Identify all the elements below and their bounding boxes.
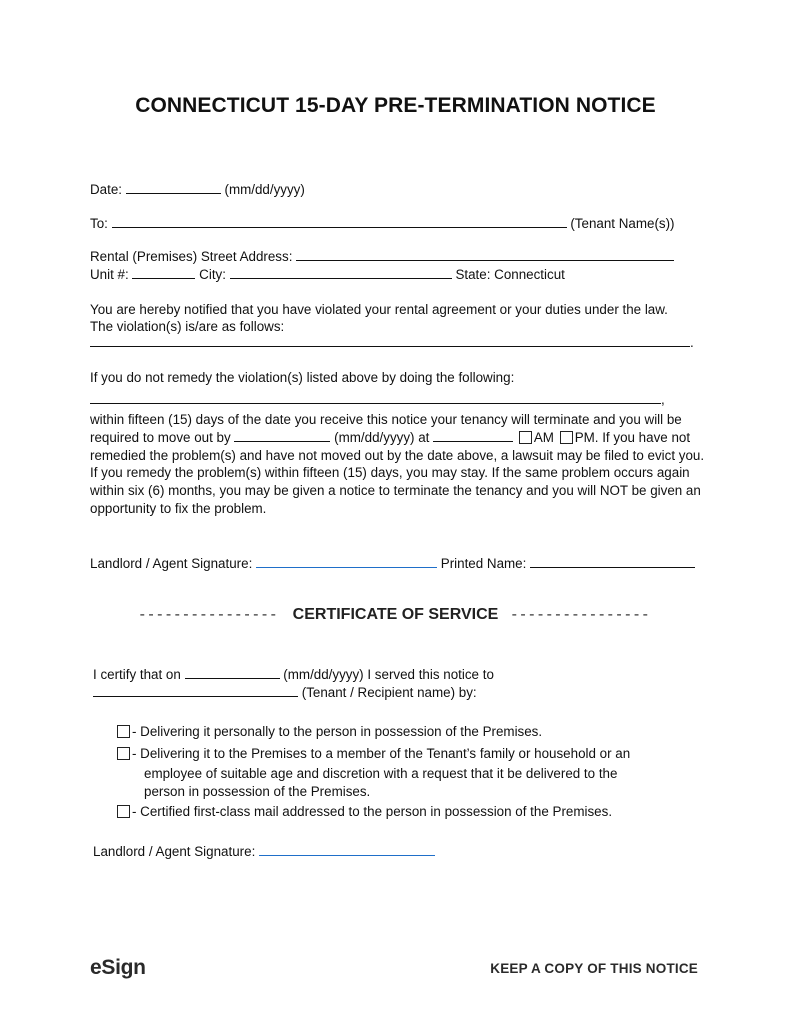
remedy-paragraph bbox=[90, 411, 715, 518]
service-option-2-label: - Delivering it to the Premises to a member of the Tenant’s family or household or an bbox=[132, 746, 631, 761]
certificate-signature-label: Landlord / Agent Signature: bbox=[93, 844, 256, 859]
to-row bbox=[90, 215, 675, 232]
violation-field-row bbox=[90, 334, 694, 351]
unit-label: Unit #: bbox=[90, 267, 129, 282]
address-row bbox=[90, 248, 674, 265]
date-field[interactable] bbox=[126, 181, 221, 194]
certify-row bbox=[93, 666, 494, 683]
remedy-field[interactable] bbox=[90, 391, 661, 404]
service-option-2-cont-1: employee of suitable age and discretion with a request that it be delivered to the bbox=[144, 766, 618, 781]
printed-name-label: Printed Name: bbox=[440, 556, 527, 571]
pm-checkbox[interactable] bbox=[560, 431, 573, 444]
state-text: State: Connecticut bbox=[455, 267, 565, 282]
am-label: AM bbox=[533, 429, 554, 445]
city-field[interactable] bbox=[230, 266, 452, 279]
landlord-signature-label: Landlord / Agent Signature: bbox=[90, 556, 253, 571]
violation-line-1: You are hereby notified that you have violated your rental agreement or your duties under the law. bbox=[90, 302, 668, 317]
remedy-intro: If you do not remedy the violation(s) listed above by doing the following: bbox=[90, 370, 515, 385]
printed-name-field[interactable] bbox=[530, 555, 695, 568]
move-out-date-hint: (mm/dd/yyyy) at bbox=[334, 429, 430, 445]
remedy-field-row bbox=[90, 391, 665, 408]
dashes-left: ---------------- bbox=[139, 606, 280, 623]
landlord-signature-field[interactable] bbox=[256, 555, 437, 568]
certify-suffix: (mm/dd/yyyy) I served this notice to bbox=[283, 667, 494, 682]
service-option-2-cont-2: person in possession of the Premises. bbox=[144, 784, 371, 799]
certificate-signature-field[interactable] bbox=[259, 843, 435, 856]
remedy-text-a: within fifteen (15) days of the date you receive this notice your tenancy will terminate and you will be required to move out by bbox=[90, 412, 682, 445]
esign-logo: eSign bbox=[90, 956, 146, 979]
tenant-name-field[interactable] bbox=[112, 215, 567, 228]
service-option-1-checkbox[interactable] bbox=[117, 725, 130, 738]
tenant-name-hint: (Tenant Name(s)) bbox=[570, 216, 675, 231]
landlord-signature-row bbox=[90, 555, 695, 572]
service-option-2-checkbox[interactable] bbox=[117, 747, 130, 760]
city-label: City: bbox=[199, 267, 226, 282]
move-out-time-field[interactable] bbox=[433, 429, 513, 442]
keep-copy-notice: KEEP A COPY OF THIS NOTICE bbox=[490, 961, 698, 976]
address-label: Rental (Premises) Street Address: bbox=[90, 249, 293, 264]
violation-line-2: The violation(s) is/are as follows: bbox=[90, 319, 285, 334]
move-out-date-field[interactable] bbox=[234, 429, 330, 442]
street-address-field[interactable] bbox=[296, 248, 674, 261]
to-label: To: bbox=[90, 216, 108, 231]
service-date-field[interactable] bbox=[185, 666, 280, 679]
violation-field[interactable] bbox=[90, 334, 690, 347]
recipient-suffix: (Tenant / Recipient name) by: bbox=[301, 685, 477, 700]
service-option-1-label: - Delivering it personally to the person in possession of the Premises. bbox=[132, 724, 543, 739]
service-option-3 bbox=[117, 803, 612, 820]
pm-label: PM. If you have bbox=[574, 429, 668, 445]
service-option-3-label: - Certified first-class mail addressed to the person in possession of the Premises. bbox=[132, 804, 613, 819]
date-format-hint: (mm/dd/yyyy) bbox=[224, 182, 305, 197]
certificate-signature-row bbox=[93, 843, 435, 860]
unit-city-state-row bbox=[90, 266, 565, 283]
recipient-name-field[interactable] bbox=[93, 684, 298, 697]
service-option-3-checkbox[interactable] bbox=[117, 805, 130, 818]
am-checkbox[interactable] bbox=[519, 431, 532, 444]
date-row bbox=[90, 181, 305, 198]
certificate-heading-row bbox=[0, 606, 791, 624]
remedy-text-b: not remedied the problem(s) and have not moved out by the date above, a lawsuit may be filed to evict you. If you remedy the problem(s) within fifteen (15) days, you may stay. If the same problem occurs again within six (6) months, you may be given a notice to terminate the tenancy and you will NOT be given an opportunity to fix the problem. bbox=[90, 429, 705, 516]
recipient-row bbox=[93, 684, 477, 701]
document-title: CONNECTICUT 15-DAY PRE-TERMINATION NOTICE bbox=[135, 94, 656, 117]
service-option-1 bbox=[117, 723, 542, 740]
date-label: Date: bbox=[90, 182, 123, 197]
unit-field[interactable] bbox=[132, 266, 195, 279]
certify-prefix: I certify that on bbox=[93, 667, 181, 682]
remedy-end-comma: , bbox=[661, 392, 665, 407]
dashes-right: ---------------- bbox=[511, 606, 652, 623]
certificate-heading: CERTIFICATE OF SERVICE bbox=[292, 606, 499, 623]
violation-end-period: . bbox=[690, 335, 694, 350]
service-option-2 bbox=[117, 745, 630, 762]
